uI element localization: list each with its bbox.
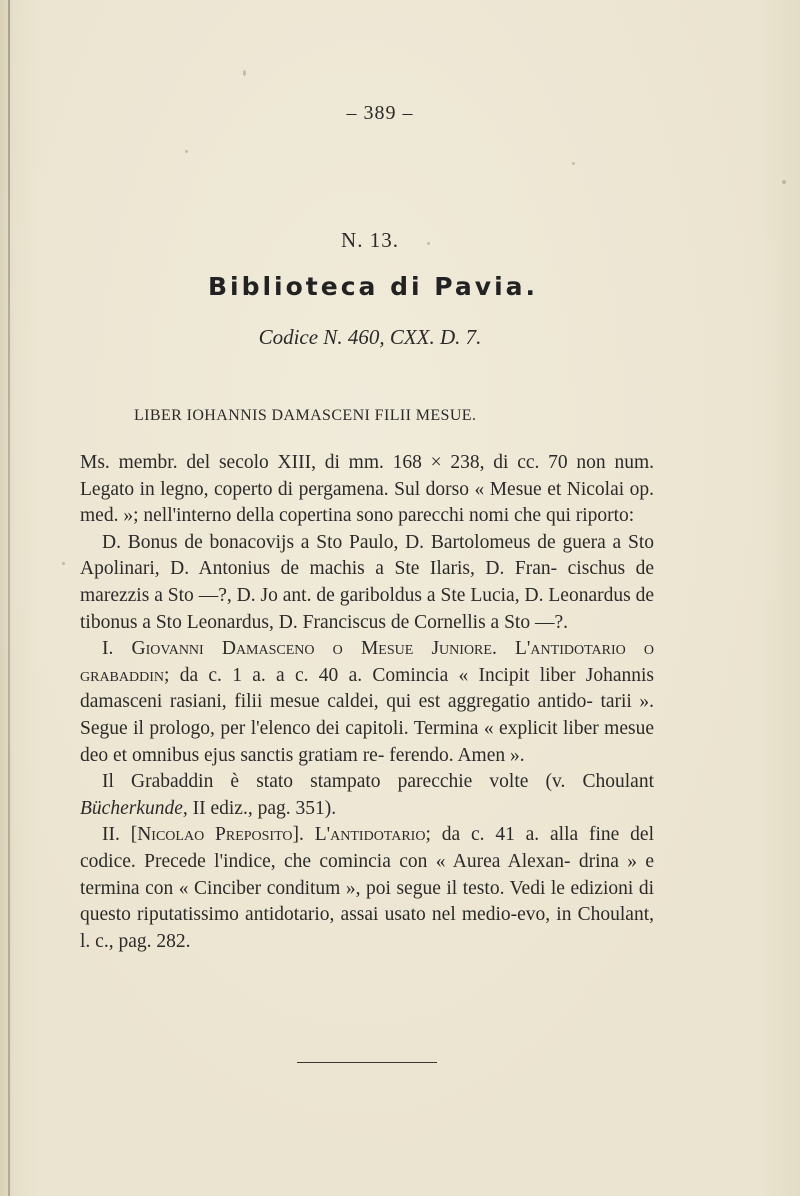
library-title: Biblioteca di Pavia.	[207, 272, 539, 301]
end-rule	[297, 1062, 437, 1063]
body-text	[80, 450, 654, 955]
item-text-line: Vedi le edizioni di questo riputatissimo antidotario, assai usato	[80, 877, 654, 926]
item-text-line: tarii ». Segue il prologo, per l'elenco dei capitoli. Termina	[80, 691, 654, 739]
item-text-line: « explicit liber mesue deo et omnibus ejus sanctis gratiam re-	[80, 717, 654, 766]
description-line: et Nicolai op. med. »; nell'interno della copertina sono parecchi	[80, 478, 655, 527]
names-line: Cornellis a Sto —?.	[414, 611, 568, 633]
names-line: D. Bonus de bonacovijs a Sto Paulo, D. Bartolomeus de guera	[102, 531, 606, 553]
description-line: num. Legato in legno, coperto di pergamena. Sul dorso « Mesue	[80, 452, 654, 500]
description-line: Ms. membr. del secolo XIII, di mm. 168 × 238, di cc. 70 non	[80, 452, 606, 473]
paper-speck	[62, 562, 65, 565]
item-text-line: nel medio-evo, in Choulant, l. c., pag. 282.	[80, 904, 654, 952]
item-text-line: damasceni rasiani, filii mesue caldei, qui est aggregatio antido-	[80, 691, 593, 713]
item-text-line: del codice. Precede l'indice, che comincia con « Aurea Alexan-	[80, 824, 654, 872]
item-number: I.	[102, 638, 114, 660]
item-text-line: ; da c. 41 a. alla fine	[425, 824, 620, 846]
item-author: [Nicolao Preposito].	[130, 824, 304, 846]
binding-edge	[8, 0, 10, 1196]
names-paragraph	[80, 530, 654, 636]
description-line: nomi che qui riporto:	[469, 505, 635, 527]
item-work: L'antidotario	[314, 824, 426, 846]
edition-note	[80, 769, 654, 822]
item-work: L'antidotario o grabaddin	[80, 638, 655, 686]
names-line: a Sto Apolinari, D. Antonius de machis a Ste Ilaris, D. Fran-	[80, 531, 654, 580]
item-text-line: ferendo. Amen ».	[389, 744, 525, 766]
work-title: LIBER IOHANNIS DAMASCENI FILII MESUE.	[134, 407, 477, 424]
paper-speck	[782, 180, 786, 184]
item-author: Giovanni Damasceno o Mesue Juniore.	[131, 638, 497, 660]
item-text-line: ; da c. 1 a. a c. 40 a. Comincia « Incipit liber Johannis	[164, 664, 654, 686]
paper-speck	[572, 162, 575, 165]
names-line: cischus de marezzis a Sto —?, D. Jo ant. de gariboldus a Ste Lucia,	[80, 558, 654, 606]
document-number: N. 13.	[341, 228, 399, 252]
paper-speck	[243, 70, 246, 76]
codex-reference: Codice N. 460, CXX. D. 7.	[258, 325, 482, 349]
page-number: – 389 –	[346, 102, 414, 124]
item-text-line: drina » e termina con « Cinciber conditum », poi segue il testo.	[80, 850, 655, 899]
item-one	[80, 636, 654, 769]
manuscript-description	[58, 450, 654, 530]
item-number: II.	[102, 824, 120, 846]
names-line: D. Leonardus de tibonus a Sto Leonardus, D. Franciscus de	[80, 584, 655, 633]
item-two	[80, 822, 654, 955]
note-text: II ediz., pag. 351).	[187, 797, 337, 819]
paper-speck	[185, 150, 188, 153]
note-text: Il Grabaddin è stato stampato parecchie volte (v. Choulant	[102, 771, 654, 793]
book-title: Bücherkunde,	[80, 797, 188, 819]
